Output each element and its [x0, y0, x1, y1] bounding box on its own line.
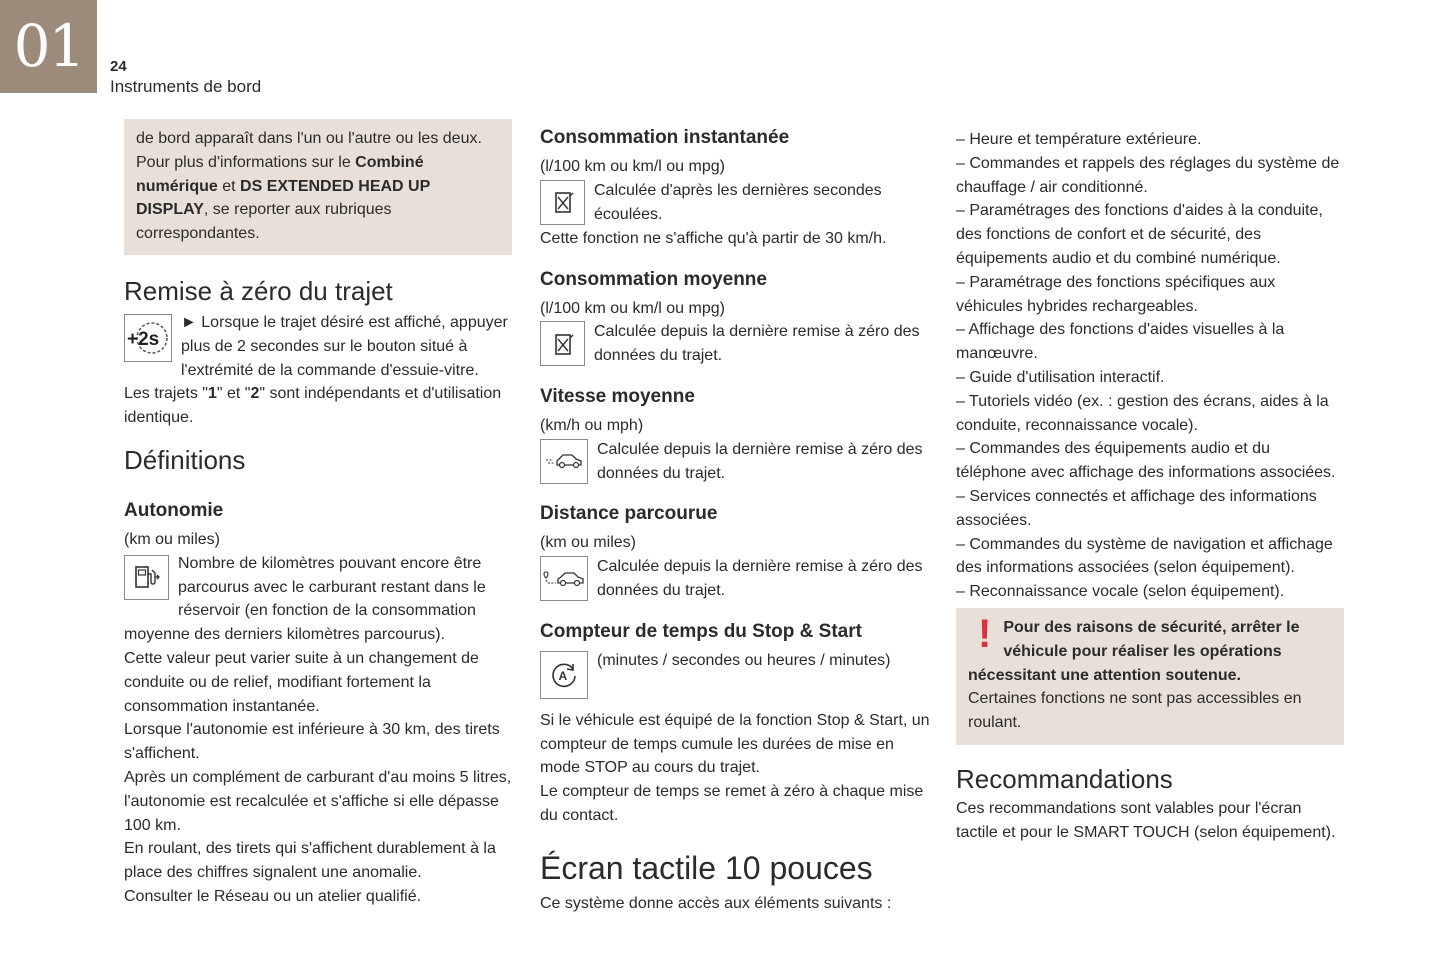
autonomie-text-1: Nombre de kilomètres pouvant encore être parcourus avec le carburant restant dans le réservoir (en fonction de la consommation moyenne des derniers kilomètres parcourus).	[124, 554, 486, 644]
distance-desc: Calculée depuis la dernière remise à zéro des données du trajet.	[597, 558, 923, 599]
stop-start-icon	[540, 651, 588, 699]
fuel-range-icon	[124, 555, 169, 600]
list-item: – Commandes et rappels des réglages du système de chauffage / air conditionné.	[956, 154, 1340, 196]
warning-text: Certaines fonctions ne sont pas accessibles en roulant.	[968, 690, 1302, 732]
chapter-tab: 01	[0, 0, 97, 93]
list-item: – Affichage des fonctions d'aides visuelles à la manœuvre.	[956, 321, 1285, 363]
list-item: – Paramétrage des fonctions spécifiques aux véhicules hybrides rechargeables.	[956, 273, 1276, 315]
autonomie-unit: (km ou miles)	[124, 530, 221, 548]
vitesse-desc: Calculée depuis la dernière remise à zéro des données du trajet.	[597, 440, 923, 482]
distance-heading: Distance parcourue	[540, 503, 718, 525]
svg-text:A: A	[558, 668, 568, 683]
distance-car-icon	[540, 556, 588, 601]
average-speed-car-icon	[540, 439, 588, 484]
list-item: – Guide d'utilisation interactif.	[956, 368, 1165, 386]
recommandations-heading: Recommandations	[956, 763, 1173, 794]
recommandations-text: Ces recommandations sont valables pour l'écran tactile et pour le SMART TOUCH (selon équipement).	[956, 799, 1336, 841]
link-head-up-display: DS EXTENDED HEAD UP DISPLAY	[136, 177, 430, 219]
ecran-heading: Écran tactile 10 pouces	[540, 849, 873, 886]
list-item: – Services connectés et affichage des informations associées.	[956, 487, 1317, 529]
list-item: – Commandes des équipements audio et du téléphone avec affichage des informations associées.	[956, 440, 1336, 482]
vitesse-heading: Vitesse moyenne	[540, 385, 695, 407]
conso-inst-desc: Calculée d'après les dernières secondes écoulées.	[594, 181, 882, 223]
conso-moy-unit: (l/100 km ou km/l ou mpg)	[540, 299, 725, 317]
autonomie-text-6: Consulter le Réseau ou un atelier qualifié.	[124, 887, 422, 905]
reset-text: ► Lorsque le trajet désiré est affiché, appuyer plus de 2 secondes sur le bouton situé à l'extrémité de la commande d'essuie-vitre.	[181, 313, 508, 379]
note-line-2: Pour plus d'informations sur le Combiné numérique et DS EXTENDED HEAD UP DISPLAY, se reporter aux rubriques correspondantes.	[136, 153, 430, 243]
fuel-average-icon	[540, 321, 585, 366]
warning-bold-text: Pour des raisons de sécurité, arrêter le véhicule pour réaliser les opérations nécessitant une attention soutenue.	[968, 618, 1300, 684]
info-note	[124, 119, 512, 255]
column-3	[956, 128, 1344, 845]
conso-inst-unit: (l/100 km ou km/l ou mpg)	[540, 158, 725, 175]
vitesse-unit: (km/h ou mph)	[540, 416, 644, 434]
column-1	[124, 119, 512, 909]
list-item: – Heure et température extérieure.	[956, 131, 1202, 148]
autonomie-heading: Autonomie	[124, 499, 224, 521]
plus-2s-icon	[124, 314, 172, 362]
autonomie-text-5: En roulant, des tirets qui s'affichent durablement à la place des chiffres signalent une anomalie.	[124, 840, 496, 882]
list-item: – Paramétrages des fonctions d'aides à la conduite, des fonctions de confort et de sécurité, des équipements audio et du combiné numérique.	[956, 202, 1323, 267]
column-2	[540, 125, 932, 916]
note-line-1: de bord apparaît dans l'un ou l'autre ou les deux.	[136, 130, 482, 147]
autonomie-text-3: Lorsque l'autonomie est inférieure à 30 km, des tirets s'affichent.	[124, 721, 500, 763]
list-item: – Commandes du système de navigation et affichage des informations associées (selon équipement).	[956, 535, 1333, 577]
stopstart-text-2: Le compteur de temps se remet à zéro à chaque mise du contact.	[540, 783, 924, 824]
stopstart-text-1: Si le véhicule est équipé de la fonction Stop & Start, un compteur de temps cumule les durées de mise en mode STOP au cours du trajet.	[540, 711, 930, 777]
distance-unit: (km ou miles)	[540, 534, 637, 552]
fuel-consumption-icon	[540, 180, 585, 225]
autonomie-text-2: Cette valeur peut varier suite à un changement de conduite ou de relief, modifiant fortement la consommation instantanée.	[124, 649, 479, 715]
svg-text:+2s: +2s	[127, 328, 160, 350]
definitions-heading: Définitions	[124, 444, 246, 475]
conso-moy-heading: Consommation moyenne	[540, 268, 767, 290]
stopstart-heading: Compteur de temps du Stop & Start	[540, 620, 862, 642]
features-list	[956, 128, 1344, 604]
list-item: – Tutoriels vidéo (ex. : gestion des écrans, aides à la conduite, reconnaissance vocale).	[956, 392, 1329, 434]
conso-moy-desc: Calculée depuis la dernière remise à zéro des données du trajet.	[594, 323, 920, 365]
reset-text-2: Les trajets "1" et "2" sont indépendants et d'utilisation identique.	[124, 385, 502, 427]
conso-inst-heading: Consommation instantanée	[540, 127, 790, 148]
autonomie-text-4: Après un complément de carburant d'au moins 5 litres, l'autonomie est recalculée et s'affiche si elle dépasse 100 km.	[124, 768, 512, 834]
page-number: 24	[110, 58, 127, 75]
list-item: – Reconnaissance vocale (selon équipement).	[956, 583, 1285, 601]
warning-icon: !	[978, 611, 992, 656]
ecran-intro: Ce système donne accès aux éléments suivants :	[540, 894, 892, 912]
section-title: Instruments de bord	[110, 77, 262, 96]
safety-warning	[956, 608, 1344, 745]
reset-heading: Remise à zéro du trajet	[124, 275, 393, 306]
conso-inst-note: Cette fonction ne s'affiche qu'à partir de 30 km/h.	[540, 229, 887, 247]
stopstart-unit: (minutes / secondes ou heures / minutes)	[597, 651, 891, 669]
link-combine-numerique: Combiné numérique	[136, 153, 424, 195]
